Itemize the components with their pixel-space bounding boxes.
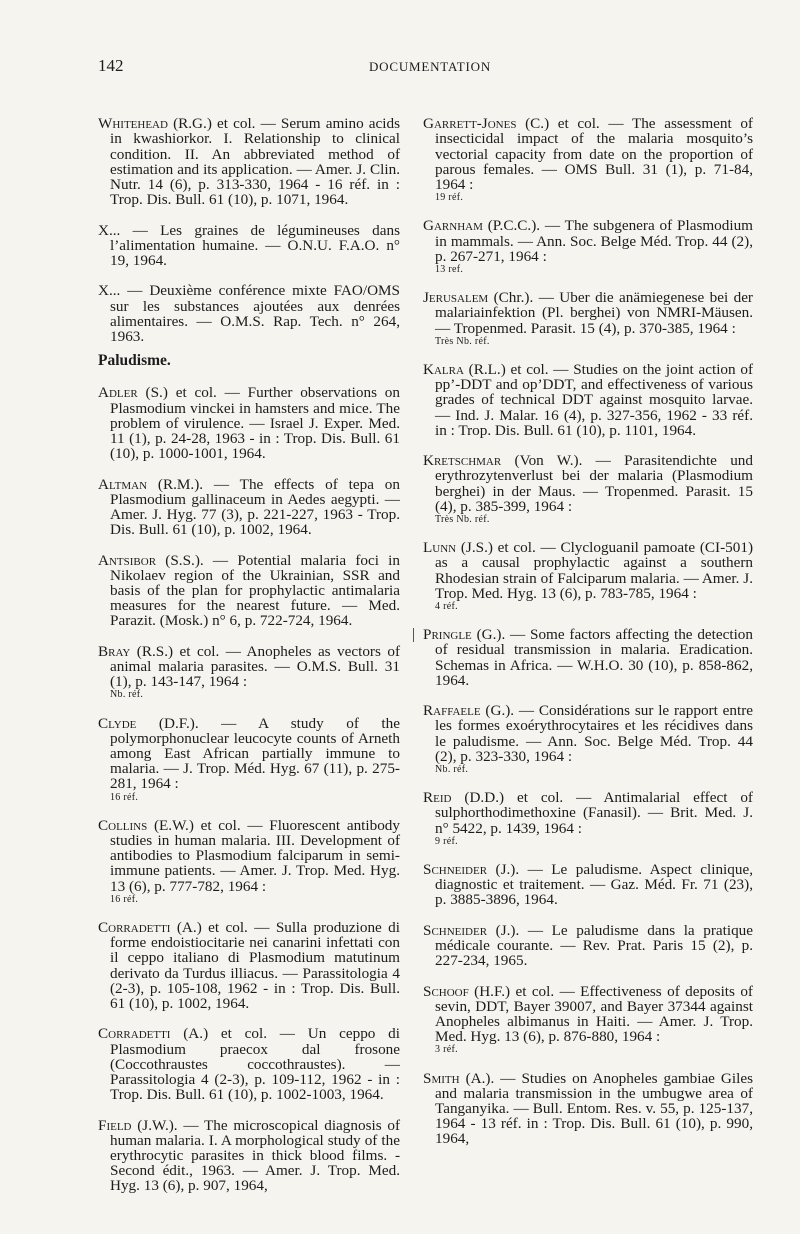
entry-text: (A.) et col. — Un ceppo di Plasmodium praecox dal frosone (Coccothraustes coccothraustes). — Parassitologia 4 (2-3), p. 109-112, 1962 - in : Trop. Dis. Bull. 61 (10), p. 1002-1003, 1964. <box>110 1025 400 1104</box>
entry-author: Corradetti <box>98 919 171 936</box>
entry-author: Corradetti <box>98 1025 171 1043</box>
entry-reference-count: 16 réf. <box>110 791 139 803</box>
entry-text: (C.) et col. — The assessment of insecticidal impact of the malaria mosquito’s vectorial capacity from date on the proportion of parous females. — OMS Bull. 31 (1), p. 71-84, 1964 : <box>435 115 753 193</box>
left-column <box>98 101 400 1202</box>
entry-text: (J.). — Le paludisme. Aspect clinique, diagnostic et traitement. — Gaz. Méd. Fr. 71 (23), p. 3885-3896, 1964. <box>435 860 753 909</box>
bibliography-entry <box>423 362 753 438</box>
page-number: 142 <box>98 56 124 75</box>
bibliography-entry <box>423 290 753 347</box>
right-main-entries <box>423 116 753 1146</box>
entry-text: (R.L.) et col. — Studies on the joint action of pp’-DDT and op’DDT, and effectiveness of various grades of technical DDT against mosquito larvae. — Ind. J. Malar. 16 (4), p. 327-356, 1962 - 33 réf. in : Trop. Dis. Bull. 61 (10), p. 1101, 1964. <box>435 360 753 439</box>
entry-author: Kretschmar <box>423 452 502 470</box>
entry-reference-count: 9 réf. <box>435 835 458 847</box>
entry-reference-count: Très Nb. réf. <box>435 514 490 525</box>
bibliography-entry <box>423 984 753 1056</box>
entry-author: Pringle <box>423 626 472 644</box>
entry-text: (Von W.). — Parasitendichte und erythrozytenverlust bei der malaria (Plasmodium berghei) in der Maus. — Tropenmed. Parasit. 15 (4), p. 385-399, 1964 : <box>435 452 753 515</box>
section-heading: Paludisme. <box>98 352 171 370</box>
entry-text: (Chr.). — Uber die anämiegenese bei der malariainfektion (Pl. berghei) von NMRI-Mäusen. — Tropenmed. Parasit. 15 (4), p. 370-385, 1964 : <box>435 289 753 337</box>
entry-text: (J.). — Le paludisme dans la pratique médicale courante. — Rev. Prat. Paris 15 (2), p. 227-234, 1965. <box>435 921 753 970</box>
entry-text: X... — Les graines de légumineuses dans l’alimentation humaine. — O.N.U. F.A.O. n° 19, 1964. <box>98 221 400 269</box>
entry-author: Adler <box>98 384 138 402</box>
entry-reference-count: 13 ref. <box>435 264 464 275</box>
entry-author: Altman <box>98 475 148 493</box>
entry-reference-count: 4 réf. <box>435 601 458 612</box>
left-main-entries <box>98 385 400 1193</box>
entry-author: Collins <box>98 816 148 834</box>
bibliography-entry <box>98 920 400 1011</box>
entry-text: (S.) et col. — Further observations on Plasmodium vinckei in hamsters and mice. The problem of virulence. — Israel J. Exper. Med. 11 (1), p. 24-28, 1963 - in : Trop. Dis. Bull. 61 (10), p. 1000-1001, 1964. <box>110 384 400 463</box>
entry-text: (R.S.) et col. — Anopheles as vectors of animal malaria parasites. — O.M.S. Bull. 31 (1), p. 143-147, 1964 : <box>110 642 400 691</box>
bibliography-entry <box>98 553 400 629</box>
entry-reference-count: Nb. réf. <box>435 764 469 775</box>
bibliography-entry <box>98 818 400 905</box>
entry-author: Reid <box>423 789 452 807</box>
entry-author: Whitehead <box>98 115 168 133</box>
entry-reference-count: Nb. réf. <box>110 689 144 701</box>
bibliography-entry <box>423 218 753 275</box>
entry-reference-count: 16 réf. <box>110 893 139 905</box>
entry-text: (P.C.C.). — The subgenera of Plasmodium in mammals. — Ann. Soc. Belge Méd. Trop. 44 (2), p. 267-271, 1964 : <box>435 217 753 265</box>
bibliography-entry <box>423 703 753 775</box>
bibliography-entry <box>423 116 753 203</box>
entry-author: Schneider <box>423 921 488 939</box>
entry-text: (D.F.). — A study of the polymorphonuclear leucocyte counts of Arneth among East African partially immune to malaria. — J. Trop. Méd. Hyg. 67 (11), p. 275-281, 1964 : <box>110 714 400 793</box>
bibliography-entry <box>423 540 753 612</box>
entry-text: (E.W.) et col. — Fluorescent antibody studies in human malaria. III. Development of antibodies to Plasmodium falciparum in semi-immune patients. — Amer. J. Trop. Med. Hyg. 13 (6), p. 777-782, 1964 : <box>110 816 400 895</box>
bibliography-entry <box>98 1026 400 1102</box>
entry-author: Jerusalem <box>423 289 489 307</box>
entry-reference-count: Très Nb. réf. <box>435 335 490 347</box>
bibliography-entry <box>423 862 753 908</box>
bibliography-entry <box>98 385 400 461</box>
page-header <box>98 56 750 80</box>
bibliography-entry <box>98 477 400 538</box>
entry-text: (H.F.) et col. — Effectiveness of deposits of sevin, DDT, Bayer 39007, and Bayer 37344 against Anopheles albimanus in Haiti. — Amer. J. Trop. Med. Hyg. 13 (6), p. 876-880, 1964 : <box>435 982 753 1046</box>
entry-text: (R.G.) et col. — Serum amino acids in kwashiorkor. I. Relationship to clinical condition. II. An abbreviated method of estimation and its application. — Amer. J. Clin. Nutr. 14 (6), p. 313-330, 1964 - 16 réf. in : Trop. Dis. Bull. 61 (10), p. 1071, 1964. <box>110 115 400 209</box>
entry-author: Smith <box>423 1069 460 1087</box>
entry-text: (S.S.). — Potential malaria foci in Nikolaev region of the Ukrainian, SSR and basis of the plan for prophylactic antimalaria measures for the nearest future. — Med. Parazit. (Mosk.) n° 6, p. 722-724, 1964. <box>110 551 400 630</box>
bibliography-entry <box>423 790 753 847</box>
bibliography-entry <box>423 1071 753 1147</box>
entry-author: Field <box>98 1116 132 1134</box>
entry-text: (J.S.) et col. — Clycloguanil pamoate (CI-501) as a causal prophylactic against a southern Rhodesian strain of Falciparum malaria. — Amer. J. Trop. Med. Hyg. 13 (6), p. 783-785, 1964 : <box>435 539 753 602</box>
left-top-entries <box>98 116 400 344</box>
bibliography-entry <box>423 627 753 688</box>
entry-author: Schoof <box>423 982 469 1000</box>
bibliography-entry <box>98 716 400 803</box>
entry-author: Garrett-Jones <box>423 115 517 133</box>
entry-text: (D.D.) et col. — Antimalarial effect of sulphorthodimethoxine (Fanasil). — Brit. Med. J. n° 5422, p. 1439, 1964 : <box>435 789 753 837</box>
entry-text: (R.M.). — The effects of tepa on Plasmodium gallinaceum in Aedes aegypti. — Amer. J. Hyg. 77 (3), p. 221-227, 1963 - Trop. Dis. Bull. 61 (10), p. 1002, 1964. <box>110 475 400 539</box>
entry-author: Clyde <box>98 714 137 732</box>
entry-text: (G.). — Some factors affecting the detection of residual transmission in malaria. Eradication. Schemas in Africa. — W.H.O. 30 (10), p. 858-862, 1964. <box>435 626 753 689</box>
entry-text: (J.W.). — The microscopical diagnosis of human malaria. I. A morphological study of the erythrocytic parasites in thick blood films. - Second édit., 1963. — Amer. J. Trop. Med. Hyg. 13 (6), p. 907, 1964, <box>110 1116 400 1195</box>
entry-reference-count: 3 réf. <box>435 1044 458 1056</box>
margin-mark <box>413 628 414 642</box>
entry-text: (A.). — Studies on Anopheles gambiae Giles and malaria transmission in the umbugwe area of Tanganyika. — Bull. Entom. Res. v. 55, p. 125-137, 1964 - 13 réf. in : Trop. Dis. Bull. 61 (10), p. 990, 1964, <box>435 1069 753 1148</box>
right-column <box>423 101 753 1155</box>
bibliography-entry <box>98 283 400 344</box>
bibliography-entry <box>98 1118 400 1194</box>
entry-author: Kalra <box>423 360 464 378</box>
entry-reference-count: 19 réf. <box>435 192 464 204</box>
bibliography-entry <box>423 923 753 969</box>
entry-author: Garnham <box>423 217 483 235</box>
entry-text: (A.) et col. — Sulla produzione di forme endoistiocitarie nei canarini infettati con il ceppo italiano di Plasmodium matutinum derivato da Turdus illiacus. — Parassitologia 4 (2-3), p. 105-108, 1962 - in : Trop. Dis. Bull. 61 (10), p. 1002, 1964. <box>110 919 400 1013</box>
entry-text: X... — Deuxième conférence mixte FAO/OMS sur les substances ajoutées aux denrées alimentaires. — O.M.S. Rap. Tech. n° 264, 1963. <box>98 282 400 345</box>
bibliography-entry <box>98 116 400 207</box>
entry-author: Lunn <box>423 539 457 557</box>
bibliography-entry <box>423 453 753 525</box>
entry-text: (G.). — Considérations sur le rapport entre les formes exoérythrocytaires et les récidives dans le paludisme. — Ann. Soc. Belge Méd. Trop. 44 (2), p. 323-330, 1964 : <box>435 702 753 765</box>
entry-author: Raffaele <box>423 702 481 720</box>
bibliography-entry <box>98 644 400 701</box>
running-title: DOCUMENTATION <box>368 59 492 74</box>
entry-author: Bray <box>98 642 131 660</box>
bibliography-entry <box>98 223 400 269</box>
entry-author: Antsibor <box>98 551 157 569</box>
entry-author: Schneider <box>423 860 488 878</box>
